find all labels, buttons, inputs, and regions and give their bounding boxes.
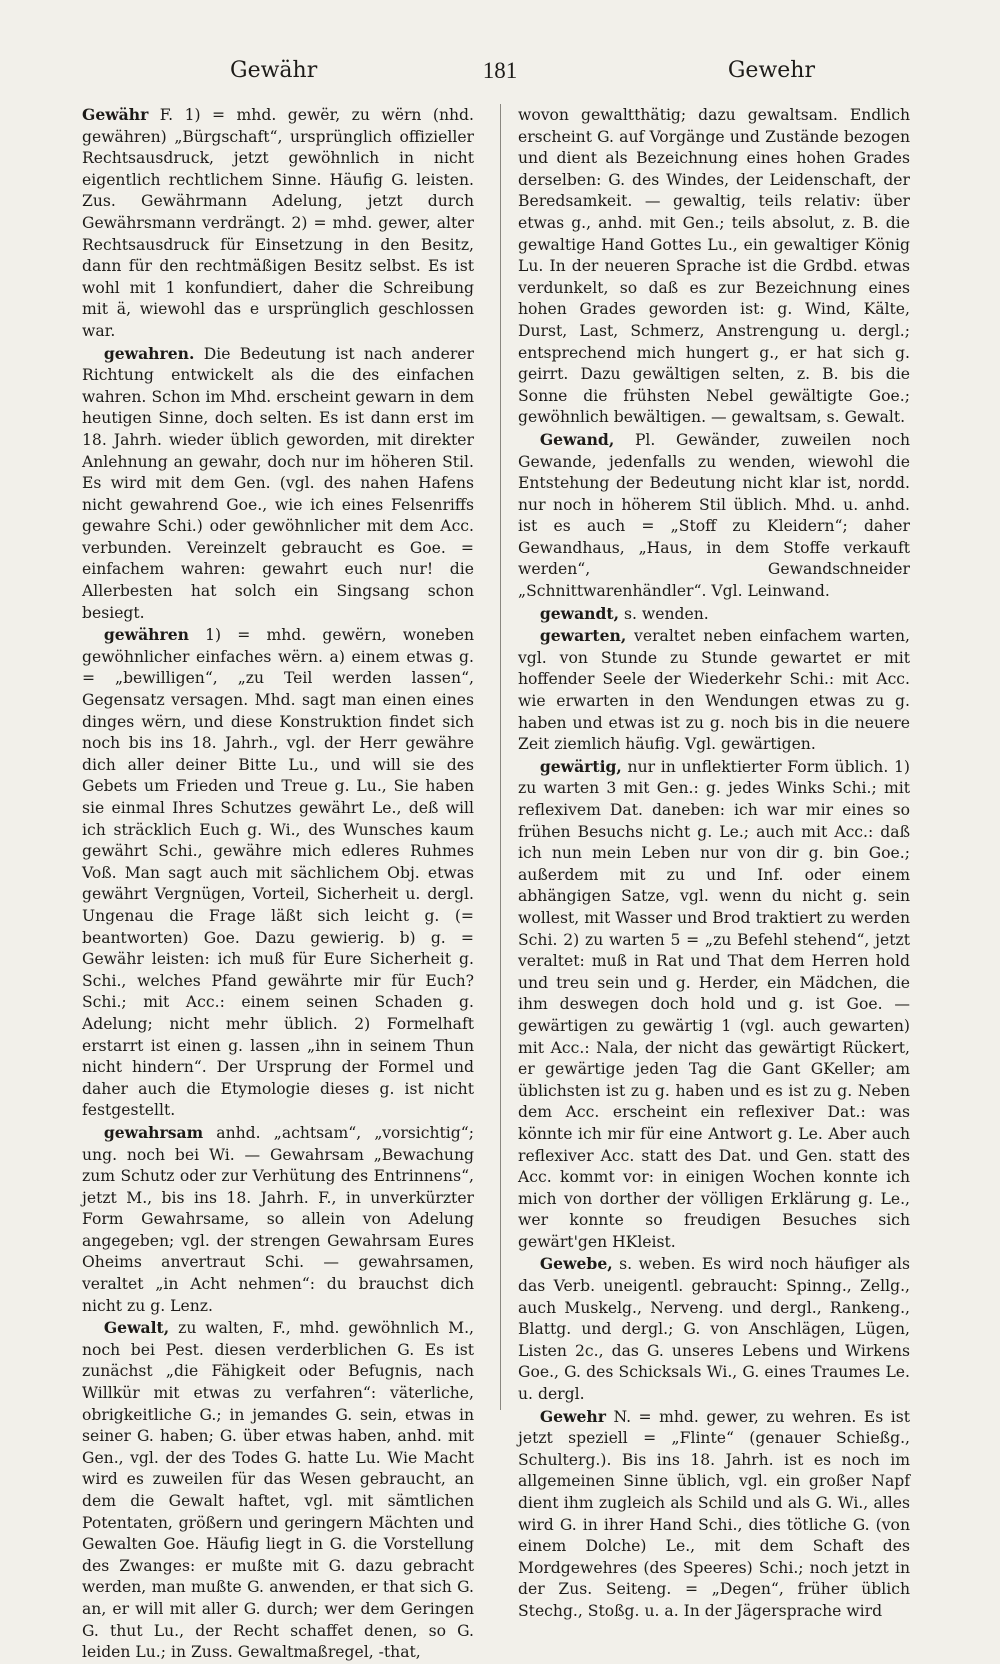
- entry-gewalt-continued: [518, 104, 910, 429]
- headword: Gewalt,: [103, 1318, 170, 1338]
- entry-gewahrsam: [82, 1122, 474, 1317]
- entry-text: s. weben. Es wird noch häufiger als das Verb. uneigentl. gebraucht: Spinng., Zellg., auch Muskelg., Nerveng. und dergl., Rankeng., Blattg. und dergl.; G. von Anschlägen, Lügen, Listen 2c., das G. unseres Lebens und Wirkens Goe., G. des Schicksals Wi., G. eines Traumes Le. u. dergl.: [518, 1255, 910, 1404]
- headword: gewärtig,: [539, 756, 622, 776]
- headword: gewahren.: [103, 343, 195, 363]
- left-column: [82, 104, 474, 1662]
- entry-text: N. = mhd. gewer, zu wehren. Es ist jetzt speziell = „Flinte“ (genauer Schießg., Schulterg.). Bis ins 18. Jahrh. ist es noch im allgemeinen Sinne üblich, vgl. ein großer Napf dient ihm zugleich als Schild und als G. Wi., alles wird G. in ihrer Hand Schi., dies tötliche G. (von einem Dolche) Le., mit dem Schaft des Mordgewehres (des Speeres) Schi.; noch jetzt in der Zus. Seiteng. = „Degen“, früher üblich Stechg., Stoßg. u. a. In der Jägersprache wird: [518, 1407, 910, 1620]
- entry-gewaehren: [82, 624, 474, 1122]
- headword: Gewehr: [539, 1406, 606, 1426]
- entry-gewaehr: [82, 104, 474, 343]
- entry-gewehr: [518, 1406, 910, 1623]
- entry-gewandt: [518, 603, 910, 626]
- entry-text: F. 1) = mhd. gewër, zu wërn (nhd. gewähren) „Bürgschaft“, ursprünglich offizieller Rechtsausdruck, jetzt gewöhnlich in nicht eigentlich rechtlichem Sinne. Häufig G. leisten. Zus. Gewährmann Adelung, jetzt durch Gewährsmann verdrängt. 2) = mhd. gewer, alter Rechtsausdruck für Einsetzung in den Besitz, dann für den rechtmäßigen Besitz selbst. Es ist wohl mit 1 konfundiert, daher die Schreibung mit ä, wiewohl das e ursprünglich geschlossen war.: [82, 106, 474, 340]
- entry-gewand: [518, 429, 910, 603]
- entry-text: Die Bedeutung ist nach anderer Richtung entwickelt als die des einfachen wahren. Schon im Mhd. erscheint gewarn in dem heutigen Sinne, doch selten. Es ist dann erst im 18. Jahrh. wieder üblich geworden, mit direkter Anlehnung an gewahr, doch nur im höheren Stil. Es wird mit dem Gen. (vgl. des nahen Hafens nicht gewahrend Goe., wie ich eines Felsenriffs gewahre Schi.) oder gewöhnlicher mit dem Acc. verbunden. Vereinzelt gebraucht es Goe. = einfachem wahren: gewahrt euch nur! die Allerbesten hat solch ein Singsang schon besiegt.: [82, 344, 474, 622]
- headword: Gewähr: [82, 105, 149, 124]
- entry-text: veraltet neben einfachem warten, vgl. von Stunde zu Stunde gewartet er mit hoffender Seele der Wiederkehr Schi.: mit Acc. wie erwarten in den Wendungen etwas zu g. haben und etwas ist zu g. noch bis in die neuere Zeit ziemlich häufig. Vgl. gewärtigen.: [518, 627, 910, 754]
- entry-text: nur in unflektierter Form üblich. 1) zu warten 3 mit Gen.: g. jedes Winks Schi.; mit reflexivem Dat. daneben: ich war mir eines so frühen Besuchs nicht g. Le.; auch mit Acc.: daß ich nun mein Leben nur von dir g. bin Goe.; außerdem mit zu und Inf. oder einem abhängigen Satze, vgl. wenn du nicht g. sein wollest, mit Wasser und Brod traktiert zu werden Schi. 2) zu warten 5 = „zu Befehl stehend“, jetzt veraltet: muß in Rat und That dem Herren hold und treu sein und g. Herder, ein Mädchen, die ihm deswegen doch hold und g. ist Goe. — gewärtigen zu gewärtig 1 (vgl. auch gewarten) mit Acc.: Nala, der nicht das gewärtigt Rückert, er gewärtige jeden Tag die Gant GKeller; am üblichsten ist zu g. haben und es ist zu g. Neben dem Acc. erscheint ein reflexiver Dat.: was könnte ich mir für eine Antwort g. Le. Aber auch reflexiver Acc. statt des Dat. und Gen. statt des Acc. kommt vor: in einigen Wochen konnte ich mich von dorther der völligen Erklärung g. Le., wer konnte so freudigen Besuches sich gewärt'gen HKleist.: [518, 757, 910, 1251]
- headword: gewähren: [103, 625, 189, 645]
- headword: gewahrsam: [103, 1122, 204, 1142]
- headword: gewarten,: [539, 626, 627, 646]
- entry-text: 1) = mhd. gewërn, woneben gewöhnlicher einfaches wërn. a) einem etwas g. = „bewilligen“, „zu Teil werden lassen“, Gegensatz versagen. Mhd. sagt man einen eines dinges wërn, und diese Konstruktion findet sich noch bis ins 18. Jahrh., vgl. der Herr gewähre dich aller deiner Bitte Lu., und will sie des Gebets um Frieden und Treue g. Lu., Sie haben sie einmal Ihres Schutzes gewährt Le., deß will ich sträcklich Euch g. Wi., des Wunsches kaum gewährt Schi., gewähre mich edleres Ruhmes Voß. Man sagt auch mit sächlichem Obj. etwas gewährt Vergnügen, Vorteil, Sicherheit u. dergl. Ungenau die Frage läßt sich leicht g. (= beantworten) Goe. Dazu gewierig. b) g. = Gewähr leisten: ich muß für Eure Sicherheit g. Schi., welches Pfand gewährte mir für Euch? Schi.; mit Acc.: einem seinen Schaden g. Adelung; nicht mehr üblich. 2) Formelhaft erstarrt ist einen g. lassen „ihn in seinem Thun nicht hindern“. Der Ursprung der Formel und daher auch die Etymologie dieses g. ist nicht festgestellt.: [82, 626, 474, 1120]
- entry-gewaertig: [518, 756, 910, 1254]
- column-divider: [500, 104, 501, 1410]
- headword: Gewand,: [539, 429, 615, 449]
- entry-gewalt: [82, 1317, 474, 1664]
- entry-text: s. wenden.: [619, 604, 709, 623]
- entry-text: Pl. Gewänder, zuweilen noch Gewande, jedenfalls zu wenden, wiewohl die Entstehung der Bedeutung nicht klar ist, nordd. nur noch in höherem Stil üblich. Mhd. u. anhd. ist es auch = „Stoff zu Kleidern“; daher Gewandhaus, „Haus, in dem Stoffe verkauft werden“, Gewandschneider „Schnittwarenhändler“. Vgl. Leinwand.: [518, 430, 910, 601]
- entry-text: wovon gewaltthätig; dazu gewaltsam. Endlich erscheint G. auf Vorgänge und Zustände bezogen und dient als Bezeichnung eines hohen Grades derselben: G. des Windes, der Leidenschaft, der Beredsamkeit. — gewaltig, teils relativ: über etwas g., anhd. mit Gen.; teils absolut, z. B. die gewaltige Hand Gottes Lu., ein gewaltiger König Lu. In der neueren Sprache ist die Grdbd. etwas verdunkelt, so daß es zur Bezeichnung eines hohen Grades geworden ist: g. Wind, Kälte, Durst, Last, Schmerz, Anstrengung u. dergl.; entsprechend mich hungert g., er hat sich g. geirrt. Dazu gewältigen selten, z. B. bis die Sonne die frühsten Nebel gewältigte Goe.; gewöhnlich bewältigen. — gewaltsam, s. Gewalt.: [518, 106, 910, 427]
- running-header: [80, 58, 920, 92]
- entry-text: zu walten, F., mhd. gewöhnlich M., noch bei Pest. diesen verderblichen G. Es ist zunächst „die Fähigkeit oder Befugnis, nach Willkür mit etwas zu verfahren“: väterliche, obrigkeitliche G.; in jemandes G. sein, etwas in seiner G. haben; G. über etwas haben, anhd. mit Gen., vgl. der des Todes G. hatte Lu. Wie Macht wird es zuweilen für das Wesen gebraucht, an dem die Gewalt haftet, vgl. mit sämtlichen Potentaten, größern und geringern Mächten und Gewalten Goe. Häufig liegt in G. die Vorstellung des Zwanges: er mußte mit G. dazu gebracht werden, man mußte G. anwenden, er that sich G. an, er will mit aller G. durch; wer dem Geringen G. thut Lu., der Recht schaffet denen, so G. leiden Lu.; in Zuss. Gewaltmaßregel, -that,: [82, 1319, 474, 1662]
- header-left-keyword: Gewähr: [230, 58, 318, 83]
- headword: Gewebe,: [539, 1254, 613, 1274]
- entry-text: anhd. „achtsam“, „vorsichtig“; ung. noch bei Wi. — Gewahrsam „Bewachung zum Schutz oder zur Verhütung des Entrinnens“, jetzt M., bis ins 18. Jahrh. F., in unverkürzter Form Gewahrsame, so allein von Adelung angegeben; vgl. der strengen Gewahrsam Eures Oheims anvertraut Schi. — gewahrsamen, veraltet „in Acht nehmen“: du brauchst dich nicht zu g. Lenz.: [82, 1123, 474, 1315]
- header-right-keyword: Gewehr: [727, 58, 815, 83]
- headword: gewandt,: [539, 603, 620, 623]
- entry-gewarten: [518, 625, 910, 756]
- page-number: 181: [482, 58, 518, 83]
- right-column: [518, 104, 910, 1620]
- entry-gewebe: [518, 1253, 910, 1405]
- entry-gewahren: [82, 343, 474, 625]
